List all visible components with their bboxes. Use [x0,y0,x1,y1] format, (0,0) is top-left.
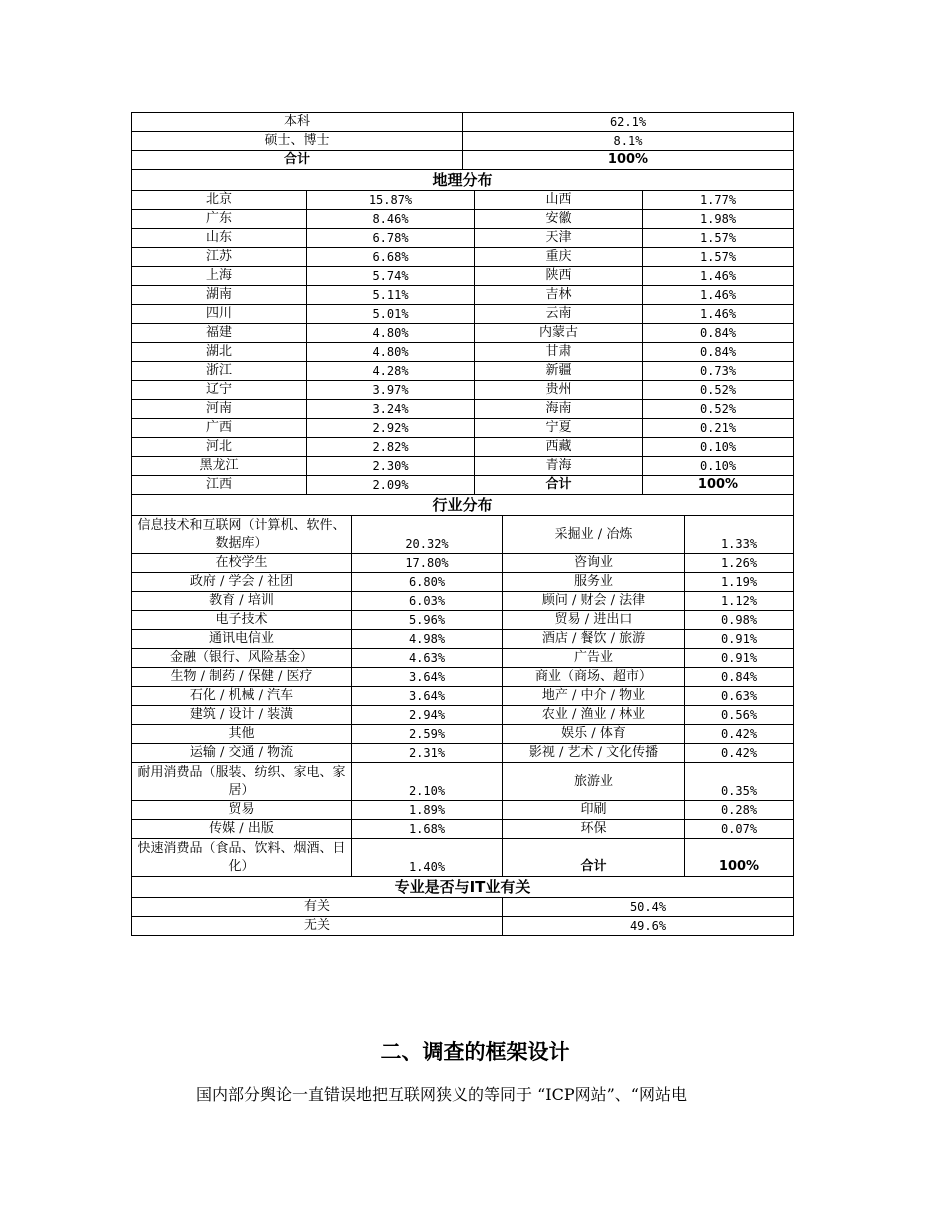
industry-value: 4.98% [352,630,503,649]
table-row [132,381,794,400]
industry-value: 3.64% [352,668,503,687]
geo-value: 0.10% [643,457,794,476]
industry-value: 0.28% [685,801,794,820]
section-heading: 二、调查的框架设计 [380,1040,570,1064]
geo-value: 0.21% [643,419,794,438]
table-row [132,343,794,362]
industry-name: 采掘业 / 冶炼 [503,516,685,554]
geo-value: 2.82% [307,438,475,457]
industry-value: 1.68% [352,820,503,839]
geo-region: 内蒙古 [475,324,643,343]
geo-region: 河南 [132,400,307,419]
industry-name: 咨询业 [503,554,685,573]
industry-total-label: 合计 [503,839,685,877]
geo-region: 山东 [132,229,307,248]
geo-region: 海南 [475,400,643,419]
geo-value: 0.52% [643,381,794,400]
geo-value: 1.77% [643,191,794,210]
industry-value: 0.91% [685,649,794,668]
geo-region: 湖北 [132,343,307,362]
geo-region: 重庆 [475,248,643,267]
industry-name: 石化 / 机械 / 汽车 [132,687,352,706]
table-row [132,438,794,457]
geo-region: 福建 [132,324,307,343]
table-row [132,191,794,210]
geo-region: 贵州 [475,381,643,400]
industry-name: 印刷 [503,801,685,820]
geo-total-value: 100% [643,476,794,495]
geo-region: 天津 [475,229,643,248]
geo-region: 上海 [132,267,307,286]
table-row [132,210,794,229]
education-label: 硕士、博士 [132,132,463,151]
geo-value: 2.92% [307,419,475,438]
it-section-title: 专业是否与IT业有关 [132,877,794,898]
table-row [132,113,794,132]
table-row [132,820,794,839]
table-row [132,305,794,324]
geo-region: 浙江 [132,362,307,381]
education-total-label: 合计 [132,151,463,170]
geo-value: 4.80% [307,343,475,362]
industry-value: 0.56% [685,706,794,725]
industry-value: 0.35% [685,763,794,801]
industry-name: 通讯电信业 [132,630,352,649]
geo-value: 3.97% [307,381,475,400]
geo-value: 15.87% [307,191,475,210]
geo-value: 3.24% [307,400,475,419]
geo-region: 广东 [132,210,307,229]
geo-region: 甘肃 [475,343,643,362]
survey-table-container [131,112,793,936]
education-label: 本科 [132,113,463,132]
geo-region: 黑龙江 [132,457,307,476]
industry-rows [132,516,794,877]
industry-name: 电子技术 [132,611,352,630]
geo-value: 2.30% [307,457,475,476]
industry-name: 传媒 / 出版 [132,820,352,839]
industry-name: 耐用消费品（服装、纺织、家电、家居） [132,763,352,801]
geo-value: 1.46% [643,267,794,286]
geo-value: 1.98% [643,210,794,229]
industry-value: 0.42% [685,725,794,744]
geo-region: 辽宁 [132,381,307,400]
geo-value: 5.74% [307,267,475,286]
industry-value: 4.63% [352,649,503,668]
industry-section-title: 行业分布 [132,495,794,516]
geo-section-title: 地理分布 [132,170,794,191]
geo-value: 5.11% [307,286,475,305]
industry-name: 在校学生 [132,554,352,573]
industry-name: 顾问 / 财会 / 法律 [503,592,685,611]
it-label: 无关 [132,917,503,936]
geo-region: 四川 [132,305,307,324]
industry-value: 0.98% [685,611,794,630]
it-label: 有关 [132,898,503,917]
industry-total-value: 100% [685,839,794,877]
industry-name: 金融（银行、风险基金） [132,649,352,668]
table-row [132,362,794,381]
geo-value: 0.84% [643,343,794,362]
geo-value: 1.46% [643,286,794,305]
industry-name: 快速消费品（食品、饮料、烟酒、日化） [132,839,352,877]
table-row [132,554,794,573]
industry-value: 1.26% [685,554,794,573]
table-row [132,400,794,419]
industry-name: 生物 / 制药 / 保健 / 医疗 [132,668,352,687]
table-row [132,419,794,438]
industry-name: 广告业 [503,649,685,668]
industry-table [131,494,794,877]
industry-value: 0.07% [685,820,794,839]
geo-value: 8.46% [307,210,475,229]
table-row [132,286,794,305]
table-row [132,687,794,706]
geo-region: 陕西 [475,267,643,286]
industry-name: 贸易 / 进出口 [503,611,685,630]
industry-value: 0.84% [685,668,794,687]
table-row [132,516,794,554]
table-row [132,725,794,744]
table-row [132,151,794,170]
table-row [132,839,794,877]
industry-value: 6.03% [352,592,503,611]
geo-region: 新疆 [475,362,643,381]
geo-region: 吉林 [475,286,643,305]
geo-region: 湖南 [132,286,307,305]
industry-name: 商业（商场、超市） [503,668,685,687]
table-row [132,248,794,267]
table-row [132,495,794,516]
table-row [132,898,794,917]
industry-name: 服务业 [503,573,685,592]
industry-name: 运输 / 交通 / 物流 [132,744,352,763]
table-row [132,476,794,495]
table-row [132,917,794,936]
industry-name: 影视 / 艺术 / 文化传播 [503,744,685,763]
industry-value: 5.96% [352,611,503,630]
industry-value: 0.63% [685,687,794,706]
it-value: 50.4% [503,898,794,917]
industry-name: 农业 / 渔业 / 林业 [503,706,685,725]
table-row [132,132,794,151]
table-row [132,611,794,630]
table-row [132,170,794,191]
industry-value: 2.59% [352,725,503,744]
geo-region: 云南 [475,305,643,324]
industry-value: 1.12% [685,592,794,611]
geo-value: 0.10% [643,438,794,457]
industry-name: 信息技术和互联网（计算机、软件、数据库） [132,516,352,554]
table-row [132,706,794,725]
table-row [132,630,794,649]
industry-value: 2.10% [352,763,503,801]
geo-region: 江苏 [132,248,307,267]
table-row [132,324,794,343]
table-row [132,229,794,248]
table-row [132,457,794,476]
table-row [132,668,794,687]
geo-value: 0.73% [643,362,794,381]
table-row [132,267,794,286]
industry-name: 酒店 / 餐饮 / 旅游 [503,630,685,649]
industry-name: 建筑 / 设计 / 装潢 [132,706,352,725]
geo-region: 西藏 [475,438,643,457]
industry-name: 娱乐 / 体育 [503,725,685,744]
industry-name: 教育 / 培训 [132,592,352,611]
geo-value: 0.52% [643,400,794,419]
geo-value: 4.80% [307,324,475,343]
education-value: 62.1% [463,113,794,132]
industry-value: 6.80% [352,573,503,592]
table-row [132,801,794,820]
geo-rows [132,191,794,495]
industry-value: 17.80% [352,554,503,573]
it-value: 49.6% [503,917,794,936]
industry-value: 1.40% [352,839,503,877]
industry-name: 政府 / 学会 / 社团 [132,573,352,592]
industry-value: 1.19% [685,573,794,592]
industry-value: 2.31% [352,744,503,763]
table-row [132,744,794,763]
geo-region: 广西 [132,419,307,438]
geo-value: 5.01% [307,305,475,324]
education-table [131,112,794,170]
geo-value: 0.84% [643,324,794,343]
industry-value: 1.33% [685,516,794,554]
geo-value: 6.68% [307,248,475,267]
industry-name: 地产 / 中介 / 物业 [503,687,685,706]
industry-value: 1.89% [352,801,503,820]
geo-region: 安徽 [475,210,643,229]
industry-value: 0.42% [685,744,794,763]
body-paragraph: 国内部分舆论一直错误地把互联网狭义的等同于 “ICP网站”、“网站电 [196,1085,687,1104]
industry-name: 环保 [503,820,685,839]
geo-value: 1.46% [643,305,794,324]
table-row [132,649,794,668]
geo-value: 4.28% [307,362,475,381]
industry-value: 20.32% [352,516,503,554]
industry-name: 其他 [132,725,352,744]
geo-region: 宁夏 [475,419,643,438]
education-total-value: 100% [463,151,794,170]
geo-region: 山西 [475,191,643,210]
industry-name: 旅游业 [503,763,685,801]
geo-value: 2.09% [307,476,475,495]
table-row [132,573,794,592]
geo-value: 6.78% [307,229,475,248]
industry-value: 0.91% [685,630,794,649]
geo-region: 河北 [132,438,307,457]
geo-region: 北京 [132,191,307,210]
table-row [132,592,794,611]
industry-value: 3.64% [352,687,503,706]
geo-value: 1.57% [643,248,794,267]
table-row [132,877,794,898]
geo-total-label: 合计 [475,476,643,495]
industry-value: 2.94% [352,706,503,725]
geo-region: 江西 [132,476,307,495]
table-row [132,763,794,801]
geo-table [131,169,794,495]
geo-value: 1.57% [643,229,794,248]
it-table [131,876,794,936]
geo-region: 青海 [475,457,643,476]
industry-name: 贸易 [132,801,352,820]
education-value: 8.1% [463,132,794,151]
